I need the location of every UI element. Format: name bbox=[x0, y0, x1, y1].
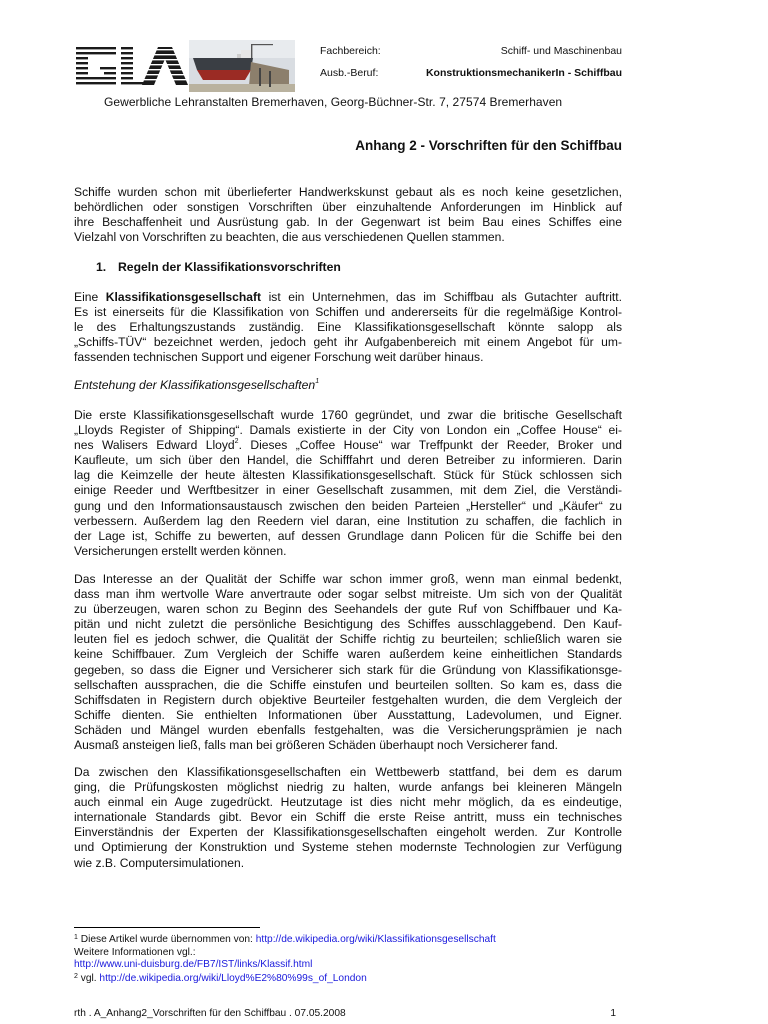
text-line: dass man ihm wertvolle Ware anvertraute oder sogar selbst mitreiste. Um sich von der Qualität bbox=[74, 587, 622, 602]
fachbereich-value: Schiff- und Maschinenbau bbox=[500, 45, 622, 57]
text-line: Ausmaß ansteigen ließ, falls man bei größeren Schäden überhaupt noch Versicherer fand. bbox=[74, 738, 559, 753]
text-line: keine Schiffbauer. Zum Vergleich der Schiffe waren außerdem keine einheitlichen Standards bbox=[74, 647, 622, 662]
footnote-text: vgl. bbox=[77, 973, 100, 984]
text-line: Schiffe wurden schon mit überlieferter Handwerkskunst gebaut als es noch keine gesetzlichen, bbox=[74, 185, 622, 199]
footnote-2 bbox=[74, 973, 367, 986]
footnote-mark: 2 bbox=[74, 973, 78, 980]
footnote-text: Diese Artikel wurde übernommen von: bbox=[77, 934, 256, 945]
text-line: behördlichen oder sonstigen Vorschriften über einzuhaltende Anforderungen im Hinblick auf bbox=[74, 200, 622, 215]
text-fragment: . Dieses „Coffee House“ war Treffpunkt der Reeder, Broker und bbox=[238, 438, 622, 453]
text-line: „Lloyds Register of Shipping“. Damals existierte in der City von London ein „Coffee House“ ei- bbox=[74, 423, 622, 438]
text-line: Es ist einerseits für die Klassifikation von Schiffen und andererseits für die regelmäßige Kontrol- bbox=[74, 305, 622, 320]
text-line: auch einmal ein Auge zugedrückt. Heutzutage ist dies nicht mehr möglich, da es eindeutige, bbox=[74, 795, 622, 810]
definition-paragraph bbox=[74, 290, 622, 365]
footnote-divider bbox=[74, 927, 260, 928]
footnote-mark: 1 bbox=[74, 934, 78, 941]
text-line: und Optimierung der Konstruktion und Systeme stehen modernste Technologien zur Verfügung bbox=[74, 840, 622, 855]
quality-paragraph bbox=[74, 572, 622, 753]
text-line: einige Reeder und Werftbesitzer in einer Gesellschaft zusammen, mit dem Ziel, die Verständi- bbox=[74, 483, 622, 498]
section-title: Regeln der Klassifikationsvorschriften bbox=[118, 260, 341, 274]
footnote-line bbox=[74, 934, 496, 947]
page-title: Anhang 2 - Vorschriften für den Schiffbau bbox=[355, 138, 622, 153]
text-line: Die erste Klassifikationsgesellschaft wurde 1760 gegründet, und zwar die britische Gesellschaft bbox=[74, 408, 622, 422]
text-line: der Lage ist, Schiffe zu bewerten, auf dessen Grundlage dann Policen für die Schiffe bei den bbox=[74, 528, 622, 543]
competition-paragraph bbox=[74, 765, 622, 871]
text-line: Da zwischen den Klassifikationsgesellschaften ein Wettbewerb stattfand, bei dem es darum bbox=[74, 765, 622, 779]
section-number: 1. bbox=[96, 260, 107, 274]
text-line: gung und den Informationsaustausch zwischen den beiden Parteien „Hersteller“ und „Käufer“ zu bbox=[74, 498, 622, 513]
text-line: Schäden und Mängel wurden ebenfalls festgehalten, was die Versicherungsprämien je nach bbox=[74, 722, 622, 737]
text-line: verbessern. Außerdem lag den Reedern viel daran, eine Institution zu schaffen, die fachlich in bbox=[74, 513, 622, 528]
text-line: „Schiffs-TÜV“ bezeichnet werden, jedoch geht ihr Aufgabenbereich mit einem Angebot für um- bbox=[74, 335, 622, 350]
section-heading bbox=[96, 260, 341, 274]
text-line: wie z.B. Computersimulationen. bbox=[74, 855, 245, 870]
text-line: Kaufleute, um sich über den Handel, die Schifffahrt und deren Betreiber zu informieren. Darin bbox=[74, 453, 622, 468]
page-number: 1 bbox=[610, 1008, 616, 1019]
text-line: Das Interesse an der Qualität der Schiffe war schon immer groß, wenn man einmal bedenkt, bbox=[74, 572, 622, 586]
footnote-ref[interactable]: 2 bbox=[234, 438, 239, 446]
text-line: Einverständnis der Experten der Klassifikationsgesellschaften eingeholt werden. Zur Kontrolle bbox=[74, 825, 622, 840]
text-line: fassenden technischen Support und eigener Forschung weit darüber hinaus. bbox=[74, 350, 484, 365]
footnote-ref[interactable]: 1 bbox=[315, 378, 320, 385]
ship-photo bbox=[189, 40, 295, 92]
history-paragraph bbox=[74, 408, 622, 559]
text-line bbox=[74, 290, 622, 305]
footer-document-info: rth . A_Anhang2_Vorschriften für den Schiffbau . 07.05.2008 bbox=[74, 1008, 346, 1019]
uni-duisburg-link[interactable]: http://www.uni-duisburg.de/FB7/IST/links/Klassif.html bbox=[74, 959, 313, 971]
text-line: ging, die Prüfungskosten möglichst niedrig zu halten, wurde anfangs bei kleineren Mängeln bbox=[74, 780, 622, 795]
text-line: Vielzahl von Vorschriften zu beachten, die aus verschiedenen Quellen stammen. bbox=[74, 230, 505, 245]
text-line: leuten fiel es jedoch schwer, die Qualität der Schiffe richtig zu beurteilen; schließlich waren sie bbox=[74, 632, 622, 647]
text-fragment: nes Walisers Edward Lloyd bbox=[74, 438, 235, 453]
text-fragment: Eine bbox=[74, 290, 106, 304]
page-footer bbox=[74, 1008, 616, 1019]
footnote-1 bbox=[74, 934, 496, 972]
text-line: lag die Keimzelle der heute ältesten Klassifikationsgesellschaft. Stück für Stück schlossen sich bbox=[74, 468, 622, 483]
lloyds-link[interactable]: http://de.wikipedia.org/wiki/Lloyd%E2%80%99s_of_London bbox=[99, 973, 367, 984]
text-line: pitän und nicht zuletzt die persönliche Besichtigung des Schiffes ausschlaggebend. Den Kauf- bbox=[74, 617, 622, 632]
term-bold: Klassifikationsgesellschaft bbox=[105, 290, 262, 304]
wikipedia-link[interactable]: http://de.wikipedia.org/wiki/Klassifikationsgesellschaft bbox=[255, 934, 496, 945]
fachbereich-label: Fachbereich: bbox=[320, 45, 381, 57]
text-line: Schiffe dienten. Sie enthielten Informationen über Ausstattung, Ladevolumen, und Eigner. bbox=[74, 707, 622, 722]
text-line: internationale Standards gibt. Bevor ein Schiff die erste Reise antritt, muss ein technisches bbox=[74, 810, 622, 825]
text-line: sellschaften aussprachen, die die Schiffe einstufen und beurteilen sollten. So kam es, dass die bbox=[74, 677, 622, 692]
text-line: Schiffsdaten in Registern durch objektive Beurteiler festgehalten wurden, die dem Vergleich der bbox=[74, 692, 622, 707]
text-line: gegeben, so dass die Eigner und Versicherer sich stark für die Gründung von Klassifikationsge- bbox=[74, 662, 622, 677]
subheading-text: Entstehung der Klassifikationsgesellschaften bbox=[74, 378, 316, 392]
text-line: zu überzeugen, waren schon zu Beginn des Seehandels der gute Ruf von Schiffbauer und Ka- bbox=[74, 602, 622, 617]
text-line: ihre Beschaffenheit und Ausrüstung gab. In der Gegenwart ist beim Bau eines Schiffes eine bbox=[74, 215, 622, 230]
text-line: le des Erhaltungszustands zuständig. Eine Klassifikationsgesellschaft könnte salopp als bbox=[74, 320, 622, 335]
text-line: Versicherungen erstellt werden können. bbox=[74, 543, 287, 558]
school-address: Gewerbliche Lehranstalten Bremerhaven, Georg-Büchner-Str. 7, 27574 Bremerhaven bbox=[104, 95, 563, 109]
beruf-label: Ausb.-Beruf: bbox=[320, 67, 379, 79]
intro-paragraph bbox=[74, 185, 622, 245]
footnote-more: Weitere Informationen vgl.: bbox=[74, 946, 196, 958]
text-line bbox=[74, 438, 622, 453]
gia-logo bbox=[76, 44, 188, 90]
text-fragment: ist ein Unternehmen, das im Schiffbau als Gutachter auftritt. bbox=[261, 290, 622, 304]
history-subheading bbox=[74, 378, 319, 392]
beruf-value: KonstruktionsmechanikerIn - Schiffbau bbox=[425, 67, 622, 79]
